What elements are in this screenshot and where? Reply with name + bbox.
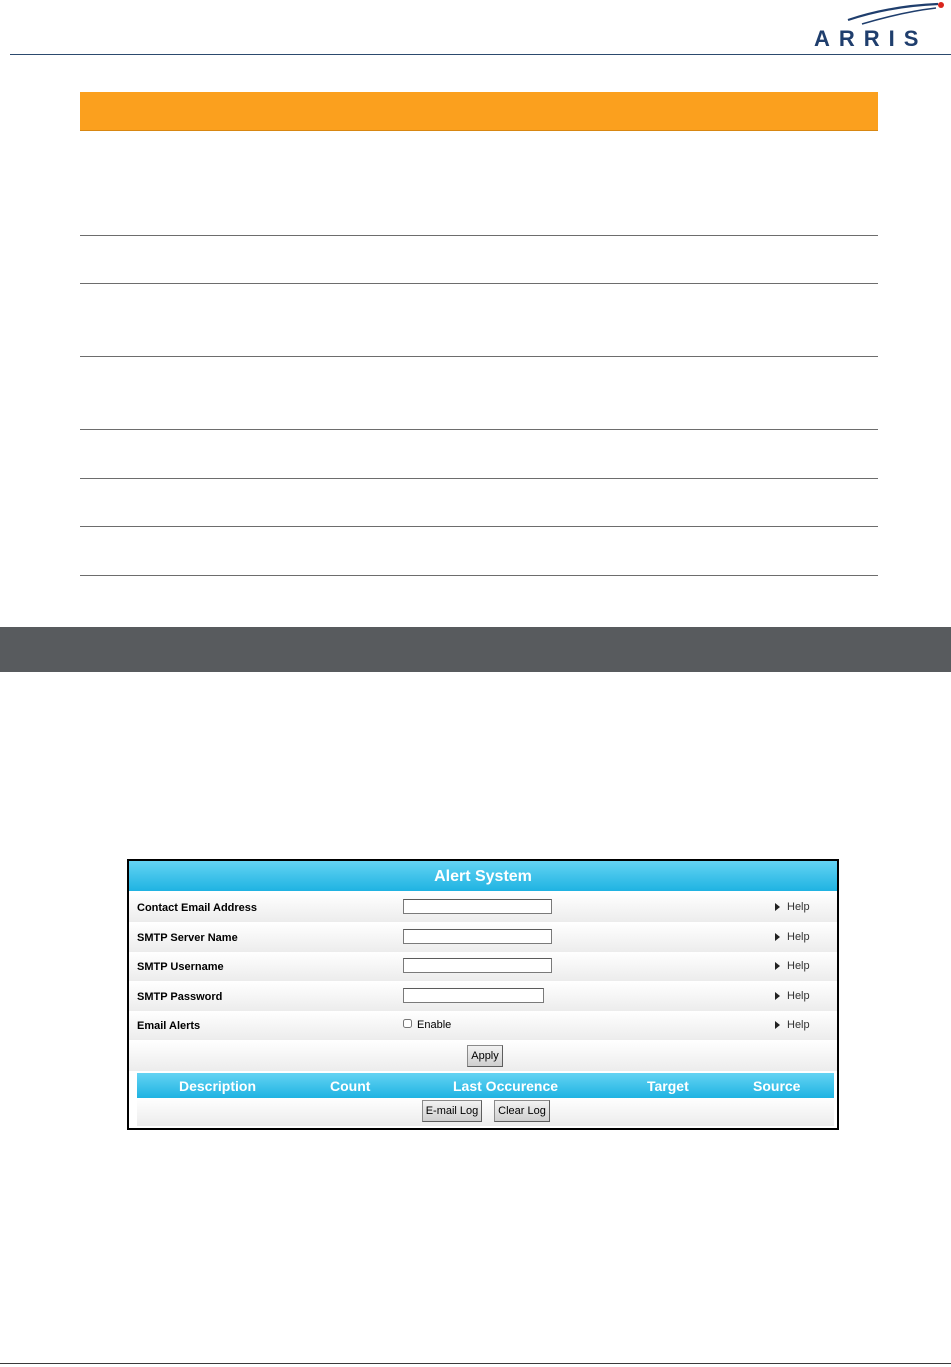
table-row-divider [80,429,878,430]
clear-log-button[interactable]: Clear Log [494,1100,550,1122]
arrow-right-icon [775,903,780,911]
smtp-password-input[interactable] [403,988,544,1003]
log-actions-row [137,1098,834,1126]
footer-rule [0,1363,951,1364]
arrow-right-icon [775,933,780,941]
smtp-server-row [129,923,837,953]
email-log-button[interactable]: E-mail Log [422,1100,482,1122]
apply-button[interactable]: Apply [467,1045,503,1067]
section-heading-bar [0,627,951,672]
help-link[interactable]: Help [775,1019,810,1031]
help-link[interactable]: Help [775,990,810,1002]
enable-label: Enable [417,1019,452,1031]
column-header: Last Occurence [453,1078,559,1094]
column-header: Description [179,1078,257,1094]
table-header-bar [80,92,878,131]
log-table-header [137,1073,834,1098]
smtp-username-row [129,952,837,982]
field-label: SMTP Password [137,991,223,1003]
arris-logo [810,0,951,52]
email-alerts-row [129,1011,837,1041]
smtp-password-row [129,982,837,1012]
table-row-divider [80,478,878,479]
table-row-divider [80,575,878,576]
table-row-divider [80,526,878,527]
enable-alerts-checkbox[interactable] [403,1019,412,1028]
brand-wordmark: ARRIS [814,26,928,51]
contact-email-input[interactable] [403,899,552,914]
table-row-divider [80,283,878,284]
alert-system-panel [127,859,839,1130]
field-label: SMTP Server Name [137,932,238,944]
smtp-server-input[interactable] [403,929,552,944]
apply-row [129,1041,837,1072]
column-header: Count [330,1078,371,1094]
arrow-right-icon [775,1021,780,1029]
column-header: Source [753,1078,801,1094]
field-label: SMTP Username [137,961,224,973]
help-link[interactable]: Help [775,901,810,913]
logo-swoosh-icon [810,0,951,26]
field-label: Contact Email Address [137,902,258,914]
arrow-right-icon [775,962,780,970]
header-rule [10,54,951,55]
table-row-divider [80,356,878,357]
smtp-username-input[interactable] [403,958,552,973]
help-link[interactable]: Help [775,960,810,972]
panel-title: Alert System [129,861,837,891]
help-link[interactable]: Help [775,931,810,943]
arrow-right-icon [775,992,780,1000]
contact-email-row [129,893,837,923]
field-label: Email Alerts [137,1020,201,1032]
table-row-divider [80,235,878,236]
column-header: Target [647,1078,689,1094]
